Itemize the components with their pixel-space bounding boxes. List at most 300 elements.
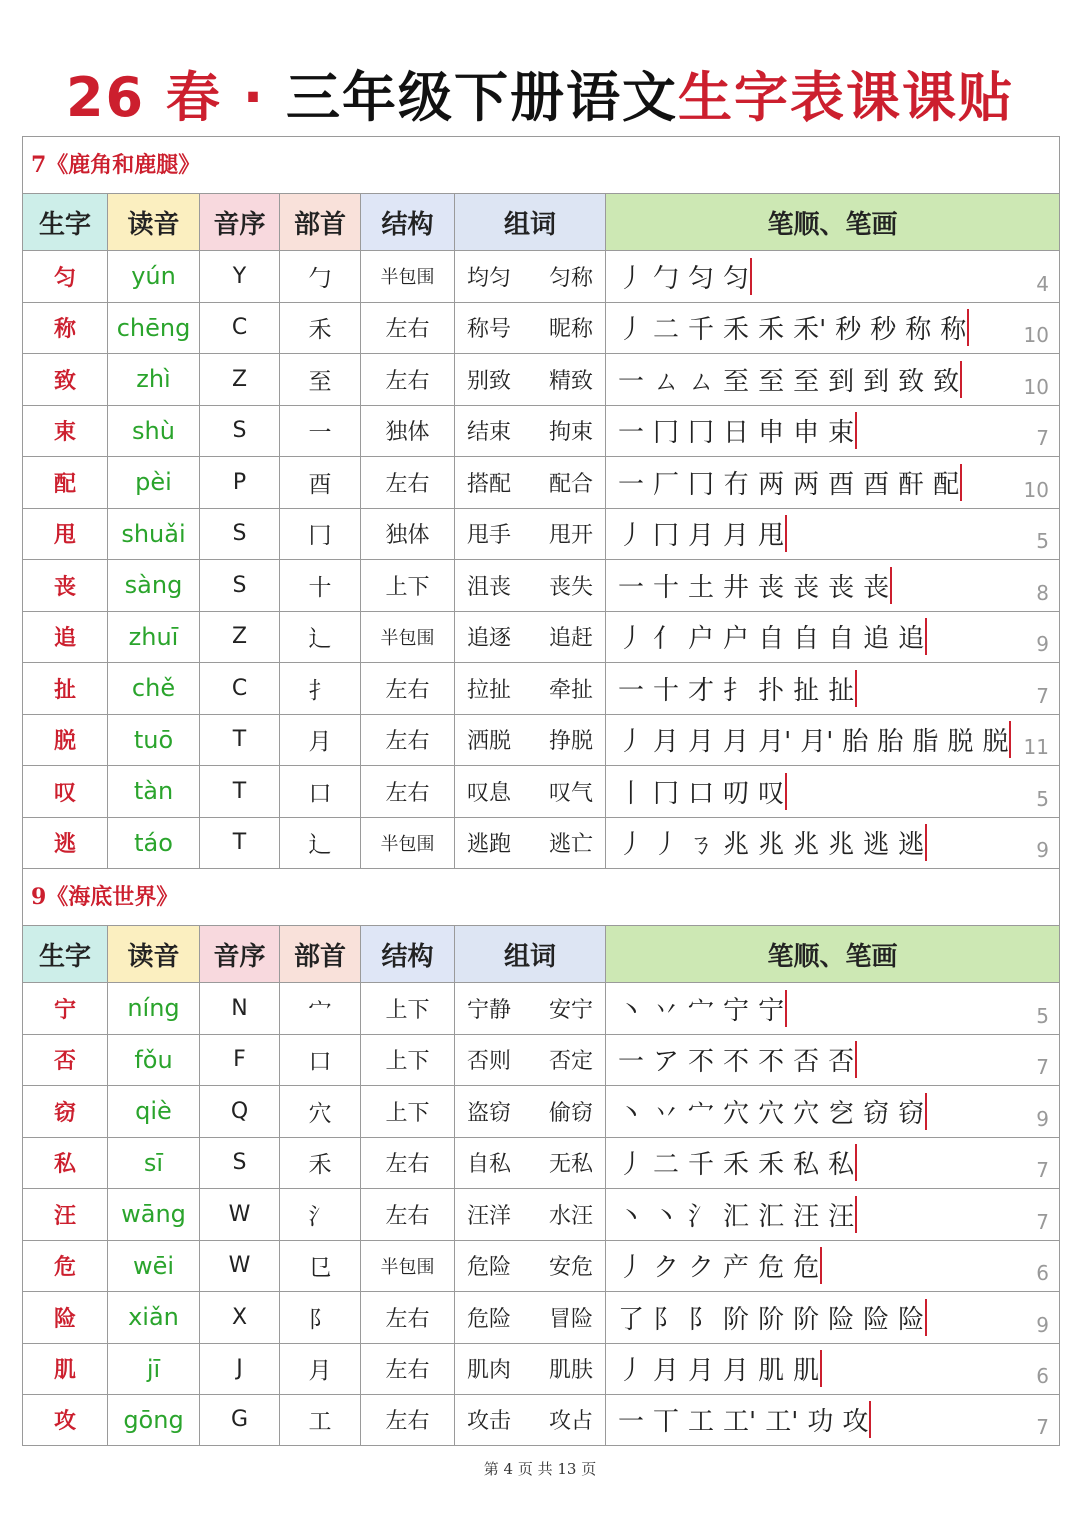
word-item: 匀称 xyxy=(548,265,593,291)
table-row xyxy=(23,817,1059,869)
stroke-step: 致 xyxy=(898,366,925,397)
stroke-step: 汪 xyxy=(828,1196,857,1233)
stroke-step: 一 xyxy=(618,1047,645,1078)
stroke-step: 至 xyxy=(793,366,820,397)
word-item: 危险 xyxy=(467,1255,512,1281)
stroke-step: 丿 xyxy=(653,830,680,861)
order-cell: T xyxy=(200,818,280,869)
stroke-step: 才 xyxy=(688,675,715,706)
pinyin-cell: yún xyxy=(108,251,200,302)
word-item: 昵称 xyxy=(548,317,593,343)
radical-cell: 辶 xyxy=(280,818,361,869)
stroke-step: 月 xyxy=(688,727,715,758)
structure-cell: 左右 xyxy=(361,354,455,405)
stroke-count: 6 xyxy=(1036,1261,1049,1285)
stroke-step: 月' xyxy=(800,727,834,758)
stroke-step: 胎 xyxy=(877,727,904,758)
stroke-step: 肌 xyxy=(793,1350,822,1387)
stroke-step: 丷 xyxy=(653,995,680,1026)
stroke-step: 肌 xyxy=(758,1356,785,1387)
radical-cell: 十 xyxy=(280,560,361,611)
structure-cell: 左右 xyxy=(361,1344,455,1395)
stroke-step: 阝 xyxy=(688,1304,715,1335)
table-row xyxy=(23,1188,1059,1240)
word-item: 危险 xyxy=(467,1306,512,1332)
stroke-step: 自 xyxy=(828,624,855,655)
words-cell xyxy=(455,1189,606,1240)
stroke-step: 丷 xyxy=(653,1098,680,1129)
stroke-sequence xyxy=(618,1144,857,1181)
stroke-sequence xyxy=(618,773,787,810)
order-cell: T xyxy=(200,766,280,817)
stroke-step: 追 xyxy=(898,618,927,655)
stroke-step: 私 xyxy=(793,1150,820,1181)
radical-cell: 口 xyxy=(280,766,361,817)
stroke-step: 丧 xyxy=(793,572,820,603)
stroke-step: 束 xyxy=(828,412,857,449)
stroke-step: 到 xyxy=(863,366,890,397)
word-item: 甩手 xyxy=(467,523,512,549)
stroke-step: 否 xyxy=(793,1047,820,1078)
structure-cell: 左右 xyxy=(361,303,455,354)
word-item: 汪洋 xyxy=(467,1203,512,1229)
stroke-step: 扯 xyxy=(828,670,857,707)
header-pinyin: 读音 xyxy=(108,926,200,982)
order-cell: S xyxy=(200,560,280,611)
word-item: 水汪 xyxy=(548,1203,593,1229)
words-cell xyxy=(455,354,606,405)
stroke-step: 险 xyxy=(863,1304,890,1335)
word-item: 挣脱 xyxy=(548,729,593,755)
stroke-step: 汇 xyxy=(758,1201,785,1232)
stroke-step: 冂 xyxy=(653,521,680,552)
page-title xyxy=(0,55,1080,132)
stroke-step: 丿 xyxy=(618,830,645,861)
stroke-step: 宁 xyxy=(723,995,750,1026)
stroke-order-cell xyxy=(606,766,1059,817)
stroke-step: 丿 xyxy=(618,624,645,655)
words-cell xyxy=(455,715,606,766)
stroke-step: 一 xyxy=(618,1407,645,1438)
pinyin-cell: fǒu xyxy=(108,1035,200,1086)
word-item: 丧失 xyxy=(548,574,593,600)
radical-cell: 月 xyxy=(280,715,361,766)
stroke-sequence xyxy=(618,464,962,501)
structure-cell: 半包围 xyxy=(361,251,455,302)
radical-cell: 辶 xyxy=(280,612,361,663)
stroke-sequence xyxy=(618,1041,857,1078)
char-cell: 叹 xyxy=(23,766,108,817)
stroke-step: 工 xyxy=(688,1407,715,1438)
stroke-step: 攻 xyxy=(842,1401,871,1438)
stroke-step: 冂 xyxy=(688,469,715,500)
stroke-order-cell xyxy=(606,1344,1059,1395)
word-item: 否则 xyxy=(467,1049,512,1075)
stroke-step: 匀 xyxy=(688,263,715,294)
stroke-step: 丶 xyxy=(618,1201,645,1232)
stroke-step: 脱 xyxy=(982,721,1011,758)
stroke-count: 7 xyxy=(1036,683,1049,708)
stroke-sequence xyxy=(618,824,927,861)
char-cell: 私 xyxy=(23,1138,108,1189)
stroke-step: 逃 xyxy=(863,830,890,861)
stroke-step: 兆 xyxy=(723,830,750,861)
char-cell: 脱 xyxy=(23,715,108,766)
pinyin-cell: sàng xyxy=(108,560,200,611)
word-item: 逃亡 xyxy=(548,832,593,858)
stroke-sequence xyxy=(618,412,857,449)
stroke-step: 千 xyxy=(688,315,715,346)
structure-cell: 上下 xyxy=(361,560,455,611)
stroke-count: 4 xyxy=(1036,271,1049,296)
word-item: 追逐 xyxy=(467,626,512,652)
stroke-step: 穴 xyxy=(758,1098,785,1129)
char-cell: 丧 xyxy=(23,560,108,611)
stroke-count: 9 xyxy=(1036,632,1049,656)
word-item: 自私 xyxy=(467,1152,512,1178)
stroke-step: 厂 xyxy=(653,469,680,500)
stroke-step: ㄙ xyxy=(688,366,715,397)
stroke-count: 8 xyxy=(1036,580,1049,605)
stroke-sequence xyxy=(618,1247,822,1284)
stroke-step: 井 xyxy=(723,572,750,603)
pinyin-cell: pèi xyxy=(108,457,200,508)
table-row xyxy=(23,250,1059,302)
stroke-order-cell xyxy=(606,509,1059,560)
header-radical: 部首 xyxy=(280,194,361,250)
stroke-order-cell xyxy=(606,406,1059,457)
pinyin-cell: níng xyxy=(108,983,200,1034)
word-item: 肌肤 xyxy=(548,1358,593,1384)
stroke-step: 两 xyxy=(793,469,820,500)
stroke-step: 兆 xyxy=(828,830,855,861)
stroke-step: 二 xyxy=(653,315,680,346)
table-row xyxy=(23,1394,1059,1446)
stroke-order-cell xyxy=(606,303,1059,354)
words-cell xyxy=(455,251,606,302)
stroke-sequence xyxy=(618,567,892,604)
stroke-count: 9 xyxy=(1036,838,1049,862)
structure-cell: 左右 xyxy=(361,715,455,766)
word-item: 称号 xyxy=(467,317,512,343)
stroke-count: 5 xyxy=(1036,786,1049,811)
lesson-title: 7《鹿角和鹿腿》 xyxy=(23,136,1059,193)
structure-cell: 左右 xyxy=(361,1395,455,1445)
words-cell xyxy=(455,766,606,817)
header-pinyin: 读音 xyxy=(108,194,200,250)
stroke-order-cell xyxy=(606,1138,1059,1189)
order-cell: S xyxy=(200,1138,280,1189)
char-cell: 肌 xyxy=(23,1344,108,1395)
structure-cell: 上下 xyxy=(361,983,455,1034)
stroke-step: 致 xyxy=(933,361,962,398)
word-item: 宁静 xyxy=(467,997,512,1023)
word-item: 沮丧 xyxy=(467,574,512,600)
stroke-step: 申 xyxy=(793,418,820,449)
radical-cell: 扌 xyxy=(280,663,361,714)
stroke-step: 禾' xyxy=(793,315,827,346)
stroke-step: 窃 xyxy=(898,1093,927,1130)
pinyin-cell: gōng xyxy=(108,1395,200,1445)
char-cell: 追 xyxy=(23,612,108,663)
word-item: 洒脱 xyxy=(467,729,512,755)
stroke-sequence xyxy=(618,670,857,707)
word-item: 安宁 xyxy=(548,997,593,1023)
pinyin-cell: qiè xyxy=(108,1086,200,1137)
header-order: 音序 xyxy=(200,926,280,982)
words-cell xyxy=(455,1086,606,1137)
words-cell xyxy=(455,1138,606,1189)
word-item: 安危 xyxy=(548,1255,593,1281)
char-cell: 配 xyxy=(23,457,108,508)
word-item: 配合 xyxy=(548,471,593,497)
stroke-step: 二 xyxy=(653,1150,680,1181)
stroke-step: 丿 xyxy=(618,727,645,758)
word-item: 拉扯 xyxy=(467,677,512,703)
stroke-step: 禾 xyxy=(758,1150,785,1181)
stroke-order-cell xyxy=(606,251,1059,302)
words-cell xyxy=(455,1395,606,1445)
stroke-step: 一 xyxy=(618,469,645,500)
table-row xyxy=(23,1343,1059,1395)
stroke-step: ク xyxy=(653,1253,680,1284)
char-cell: 称 xyxy=(23,303,108,354)
stroke-step: 月 xyxy=(723,1356,750,1387)
order-cell: J xyxy=(200,1344,280,1395)
stroke-order-cell xyxy=(606,983,1059,1034)
word-item: 逃跑 xyxy=(467,832,512,858)
stroke-step: 工' xyxy=(723,1407,757,1438)
character-table xyxy=(22,136,1060,1446)
stroke-sequence xyxy=(618,1350,822,1387)
stroke-step: 脱 xyxy=(947,727,974,758)
pinyin-cell: chě xyxy=(108,663,200,714)
stroke-order-cell xyxy=(606,1395,1059,1445)
pinyin-cell: táo xyxy=(108,818,200,869)
word-item: 否定 xyxy=(548,1049,593,1075)
stroke-step: ㄙ xyxy=(653,366,680,397)
pinyin-cell: xiǎn xyxy=(108,1292,200,1343)
order-cell: F xyxy=(200,1035,280,1086)
structure-cell: 左右 xyxy=(361,663,455,714)
table-row xyxy=(23,1240,1059,1292)
stroke-count: 7 xyxy=(1036,1158,1049,1182)
stroke-sequence xyxy=(618,1093,927,1130)
table-row xyxy=(23,353,1059,405)
stroke-step: 酐 xyxy=(898,469,925,500)
stroke-step: 宀 xyxy=(688,1098,715,1129)
stroke-step: 甩 xyxy=(758,515,787,552)
stroke-step: 宁 xyxy=(758,990,787,1027)
pinyin-cell: shuǎi xyxy=(108,509,200,560)
char-cell: 险 xyxy=(23,1292,108,1343)
stroke-step: 勹 xyxy=(653,263,680,294)
stroke-step: 丨 xyxy=(618,778,645,809)
radical-cell: 氵 xyxy=(280,1189,361,1240)
stroke-sequence xyxy=(618,258,752,295)
header-char: 生字 xyxy=(23,926,108,982)
stroke-count: 7 xyxy=(1036,1209,1049,1234)
table-row xyxy=(23,714,1059,766)
pinyin-cell: chēng xyxy=(108,303,200,354)
stroke-step: 申 xyxy=(758,418,785,449)
table-row xyxy=(23,302,1059,354)
radical-cell: 㔾 xyxy=(280,1241,361,1292)
stroke-step: 丶 xyxy=(653,1201,680,1232)
stroke-step: 脂 xyxy=(912,727,939,758)
pinyin-cell: zhì xyxy=(108,354,200,405)
order-cell: Y xyxy=(200,251,280,302)
title-main: 三年级下册语文 xyxy=(286,66,679,129)
stroke-step: 一 xyxy=(618,572,645,603)
table-row xyxy=(23,456,1059,508)
stroke-step: ア xyxy=(653,1047,680,1078)
word-item: 无私 xyxy=(548,1152,593,1178)
radical-cell: 口 xyxy=(280,1035,361,1086)
words-cell xyxy=(455,818,606,869)
stroke-step: 一 xyxy=(618,418,645,449)
stroke-step: 险 xyxy=(898,1299,927,1336)
char-cell: 窃 xyxy=(23,1086,108,1137)
word-item: 均匀 xyxy=(467,265,512,291)
stroke-step: 阶 xyxy=(723,1304,750,1335)
stroke-step: 功 xyxy=(807,1407,834,1438)
stroke-step: 丿 xyxy=(618,1150,645,1181)
char-cell: 致 xyxy=(23,354,108,405)
char-cell: 否 xyxy=(23,1035,108,1086)
words-cell xyxy=(455,663,606,714)
stroke-step: 扯 xyxy=(793,675,820,706)
order-cell: S xyxy=(200,509,280,560)
structure-cell: 半包围 xyxy=(361,818,455,869)
table-row xyxy=(23,611,1059,663)
words-cell xyxy=(455,560,606,611)
stroke-order-cell xyxy=(606,1035,1059,1086)
structure-cell: 左右 xyxy=(361,457,455,508)
word-item: 牵扯 xyxy=(548,677,593,703)
radical-cell: 阝 xyxy=(280,1292,361,1343)
stroke-step: 汇 xyxy=(723,1201,750,1232)
stroke-step: 穵 xyxy=(828,1098,855,1129)
stroke-sequence xyxy=(618,618,927,655)
stroke-order-cell xyxy=(606,457,1059,508)
structure-cell: 独体 xyxy=(361,509,455,560)
char-cell: 甩 xyxy=(23,509,108,560)
stroke-sequence xyxy=(618,990,787,1027)
stroke-step: 扌 xyxy=(723,675,750,706)
radical-cell: 工 xyxy=(280,1395,361,1445)
word-item: 攻击 xyxy=(467,1409,512,1435)
stroke-step: ク xyxy=(688,1253,715,1284)
words-cell xyxy=(455,1241,606,1292)
radical-cell: 冂 xyxy=(280,509,361,560)
order-cell: C xyxy=(200,303,280,354)
stroke-step: 称 xyxy=(905,315,932,346)
stroke-step: 叨 xyxy=(723,778,750,809)
structure-cell: 左右 xyxy=(361,1138,455,1189)
title-prefix: 26 春 · xyxy=(65,66,287,129)
structure-cell: 独体 xyxy=(361,406,455,457)
radical-cell: 勹 xyxy=(280,251,361,302)
word-item: 搭配 xyxy=(467,471,512,497)
word-item: 偷窃 xyxy=(548,1100,593,1126)
stroke-count: 11 xyxy=(1023,735,1049,759)
word-item: 叹气 xyxy=(548,780,593,806)
char-cell: 匀 xyxy=(23,251,108,302)
stroke-step: 自 xyxy=(793,624,820,655)
structure-cell: 上下 xyxy=(361,1086,455,1137)
stroke-step: 氵 xyxy=(688,1201,715,1232)
stroke-step: 月' xyxy=(758,727,792,758)
stroke-step: 丧 xyxy=(863,567,892,604)
pinyin-cell: zhuī xyxy=(108,612,200,663)
stroke-step: 险 xyxy=(828,1304,855,1335)
table-row xyxy=(23,405,1059,457)
stroke-step: 阝 xyxy=(653,1304,680,1335)
order-cell: Z xyxy=(200,354,280,405)
stroke-sequence xyxy=(618,309,969,346)
stroke-step: 月 xyxy=(653,727,680,758)
char-cell: 攻 xyxy=(23,1395,108,1445)
stroke-step: 两 xyxy=(758,469,785,500)
stroke-step: 穴 xyxy=(723,1098,750,1129)
order-cell: C xyxy=(200,663,280,714)
stroke-step: 月 xyxy=(688,1356,715,1387)
words-cell xyxy=(455,983,606,1034)
word-item: 结束 xyxy=(467,420,512,446)
stroke-step: 亻 xyxy=(653,624,680,655)
stroke-order-cell xyxy=(606,1292,1059,1343)
radical-cell: 禾 xyxy=(280,1138,361,1189)
stroke-order-cell xyxy=(606,1086,1059,1137)
word-item: 精致 xyxy=(548,368,593,394)
word-item: 甩开 xyxy=(548,523,593,549)
stroke-step: ㄋ xyxy=(688,830,715,861)
words-cell xyxy=(455,406,606,457)
stroke-count: 7 xyxy=(1036,1055,1049,1079)
stroke-count: 9 xyxy=(1036,1106,1049,1131)
stroke-step: 兆 xyxy=(793,830,820,861)
pinyin-cell: shù xyxy=(108,406,200,457)
header-words: 组词 xyxy=(455,926,606,982)
order-cell: S xyxy=(200,406,280,457)
header-order: 音序 xyxy=(200,194,280,250)
stroke-step: 阶 xyxy=(793,1304,820,1335)
char-cell: 汪 xyxy=(23,1189,108,1240)
words-cell xyxy=(455,1344,606,1395)
words-cell xyxy=(455,612,606,663)
stroke-sequence xyxy=(618,1196,857,1233)
stroke-step: 产 xyxy=(723,1253,750,1284)
stroke-step: 冇 xyxy=(723,469,750,500)
structure-cell: 半包围 xyxy=(361,612,455,663)
stroke-step: 到 xyxy=(828,366,855,397)
radical-cell: 至 xyxy=(280,354,361,405)
stroke-step: 丶 xyxy=(618,995,645,1026)
stroke-sequence xyxy=(618,361,962,398)
pinyin-cell: tàn xyxy=(108,766,200,817)
stroke-step: 禾 xyxy=(723,1150,750,1181)
stroke-step: 禾 xyxy=(758,315,785,346)
header-words: 组词 xyxy=(455,194,606,250)
order-cell: Z xyxy=(200,612,280,663)
stroke-step: 匀 xyxy=(723,258,752,295)
stroke-step: 酉 xyxy=(828,469,855,500)
radical-cell: 禾 xyxy=(280,303,361,354)
stroke-order-cell xyxy=(606,818,1059,869)
header-strokes: 笔顺、笔画 xyxy=(606,194,1059,250)
stroke-count: 5 xyxy=(1036,1003,1049,1028)
